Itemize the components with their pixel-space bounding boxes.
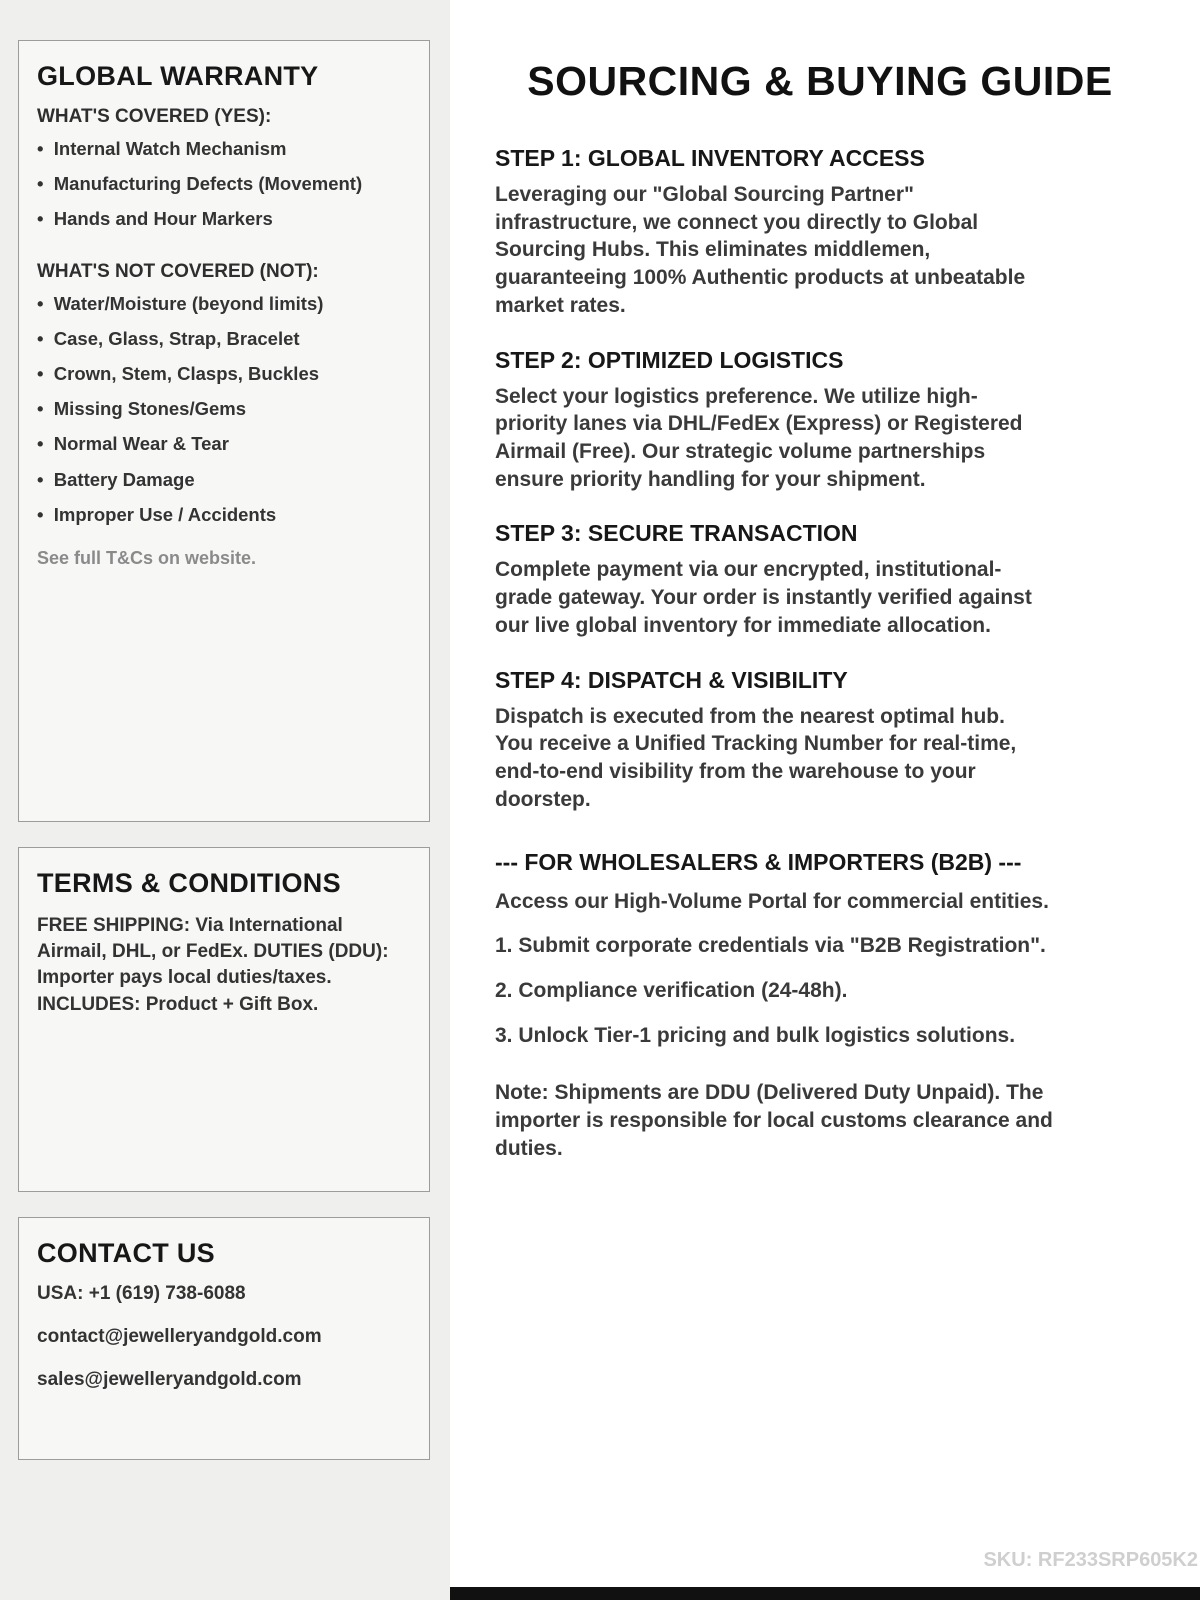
list-item: • Hands and Hour Markers: [37, 208, 411, 230]
list-item: • Case, Glass, Strap, Bracelet: [37, 328, 411, 350]
sidebar: [0, 0, 450, 1600]
b2b-item-1: 1. Submit corporate credentials via "B2B Registration".: [495, 934, 1046, 958]
warranty-footnote: See full T&Cs on website.: [37, 547, 257, 568]
warranty-panel: [18, 40, 430, 822]
step-3-heading: STEP 3: SECURE TRANSACTION: [495, 520, 858, 547]
step-3: [495, 520, 1040, 639]
list-item: • Missing Stones/Gems: [37, 398, 411, 420]
b2b-intro: Access our High-Volume Portal for commercial entities.: [495, 889, 1049, 913]
step-1-heading: STEP 1: GLOBAL INVENTORY ACCESS: [495, 145, 925, 171]
terms-panel: [18, 847, 430, 1192]
page-title: SOURCING & BUYING GUIDE: [527, 58, 1113, 104]
list-item: • Battery Damage: [37, 469, 411, 491]
list-item: • Manufacturing Defects (Movement): [37, 173, 411, 195]
warranty-title: GLOBAL WARRANTY: [37, 61, 319, 91]
list-item: • Normal Wear & Tear: [37, 433, 411, 455]
step-1-body: Leveraging our "Global Sourcing Partner" infrastructure, we connect you directly to Global Sourcing Hubs. This eliminates middlemen, guaranteeing 100% Authentic products at unbeatable market rates.: [495, 183, 1026, 317]
step-2: [495, 347, 1040, 494]
bottom-bar: [450, 1587, 1200, 1600]
terms-title: TERMS & CONDITIONS: [37, 868, 341, 898]
warranty-not-covered-list: [37, 293, 411, 526]
warranty-covered-list: [37, 138, 411, 231]
step-4: [495, 667, 1040, 814]
b2b-heading: --- FOR WHOLESALERS & IMPORTERS (B2B) ---: [495, 848, 1022, 875]
contact-email-sales: sales@jewelleryandgold.com: [37, 1369, 302, 1390]
b2b-item-3: 3. Unlock Tier-1 pricing and bulk logistics solutions.: [495, 1023, 1016, 1047]
list-item: • Improper Use / Accidents: [37, 504, 411, 526]
terms-body: FREE SHIPPING: Via International Airmail, DHL, or FedEx. DUTIES (DDU): Importer pays local duties/taxes. INCLUDES: Product + Gift Box.: [37, 915, 389, 1015]
list-item: • Internal Watch Mechanism: [37, 138, 411, 160]
contact-email-primary: contact@jewelleryandgold.com: [37, 1326, 322, 1347]
contact-title: CONTACT US: [37, 1238, 215, 1268]
warranty-not-covered-heading: WHAT'S NOT COVERED (NOT):: [37, 260, 319, 282]
step-2-body: Select your logistics preference. We utilize high-priority lanes via DHL/FedEx (Express) or Registered Airmail (Free). Our strategic volume partnerships ensure priority handling for your shipment.: [495, 384, 1023, 491]
main-content: [450, 0, 1200, 1600]
list-item: • Water/Moisture (beyond limits): [37, 293, 411, 315]
contact-phone: USA: +1 (619) 738-6088: [37, 1283, 246, 1304]
step-1: [495, 145, 1040, 320]
step-4-body: Dispatch is executed from the nearest optimal hub. You receive a Unified Tracking Number for real-time, end-to-end visibility from the warehouse to your doorstep.: [495, 704, 1017, 811]
step-3-body: Complete payment via our encrypted, institutional-grade gateway. Your order is instantly verified against our live global inventory for immediate allocation.: [495, 558, 1032, 637]
b2b-section: [495, 849, 1065, 1163]
contact-panel: [18, 1217, 430, 1460]
step-4-heading: STEP 4: DISPATCH & VISIBILITY: [495, 666, 848, 693]
sku-label: SKU: RF233SRP605K2: [983, 1549, 1198, 1571]
list-item: • Crown, Stem, Clasps, Buckles: [37, 363, 411, 385]
step-2-heading: STEP 2: OPTIMIZED LOGISTICS: [495, 346, 844, 373]
b2b-note: Note: Shipments are DDU (Delivered Duty Unpaid). The importer is responsible for local customs clearance and duties.: [495, 1081, 1053, 1160]
b2b-item-2: 2. Compliance verification (24-48h).: [495, 978, 848, 1002]
warranty-covered-heading: WHAT'S COVERED (YES):: [37, 106, 272, 127]
